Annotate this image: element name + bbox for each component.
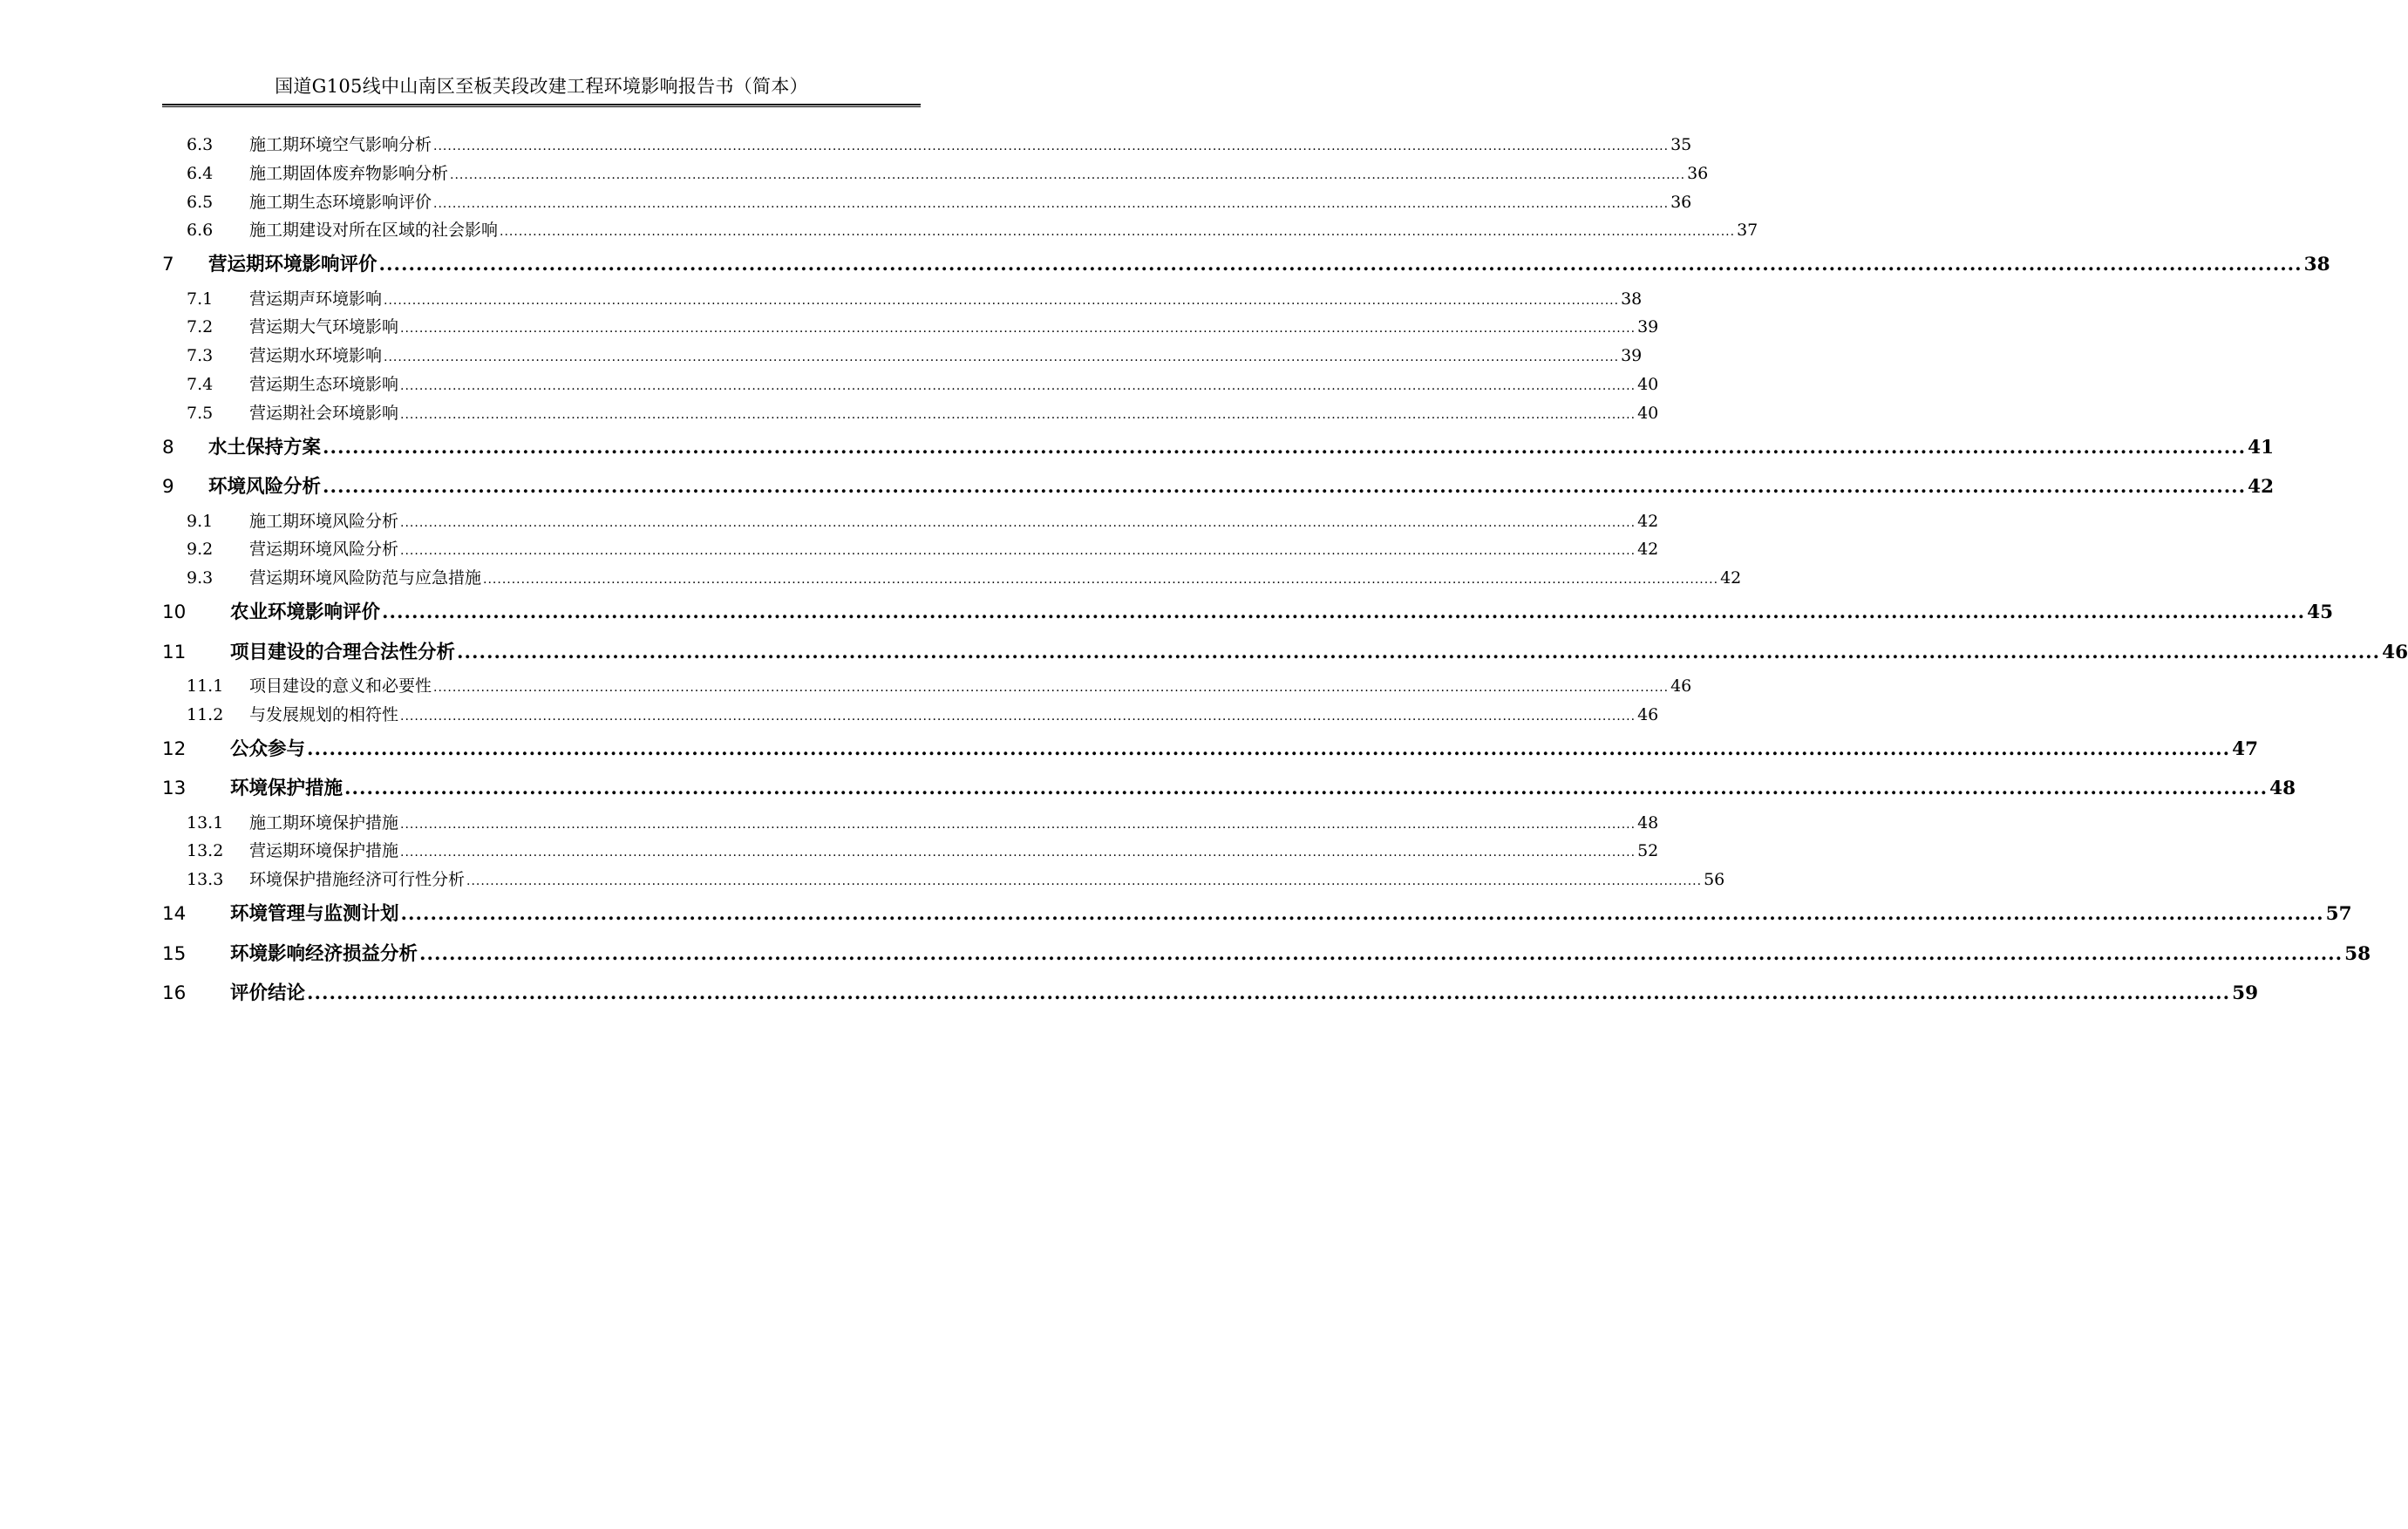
toc-title: 营运期环境影响评价 [208,254,378,276]
toc-page: 45 [2307,601,2334,624]
toc-entry-6-3[interactable] [162,131,1692,160]
toc-number: 13 [162,778,187,800]
toc-page: 46 [2382,641,2408,663]
toc-leader: .................................................................................................................................................................................................................................................................... [400,846,1636,860]
toc-entry-9-2[interactable] [162,535,1659,564]
toc-number: 7.3 [187,346,214,366]
toc-page: 39 [1637,317,1659,337]
toc-entry-11-2[interactable] [162,701,1659,730]
toc-page: 59 [2232,982,2259,1005]
toc-title: 项目建设的意义和必要性 [249,676,432,697]
toc-leader: .................................................................................................................................................................................................................................................................... [400,544,1636,559]
toc-leader: .................................................................................................................................................................................................................................................................... [400,709,1636,724]
toc-page: 57 [2325,903,2352,926]
toc-number: 6.3 [187,135,214,154]
toc-leader: .................................................................................................................................................................................................................................................................... [400,817,1636,832]
toc-entry-6-4[interactable] [162,160,1709,188]
toc-number: 9 [162,476,174,499]
header-rule [162,104,921,105]
toc-title: 营运期环境保护措施 [249,841,399,861]
toc-page: 42 [1637,511,1659,531]
header-rule-thin [162,106,921,107]
toc-page: 46 [1637,704,1659,724]
toc-number: 7.5 [187,403,214,423]
toc-title: 营运期环境风险防范与应急措施 [249,568,482,588]
toc-leader: .................................................................................................................................................................................................................................................................... [323,476,2247,499]
toc-leader: .................................................................................................................................................................................................................................................................... [433,196,1670,211]
toc-chapter-16[interactable] [162,974,2259,1014]
toc-number: 12 [162,737,187,760]
toc-page: 48 [2269,778,2296,800]
toc-page: 58 [2344,942,2371,965]
toc-number: 11 [162,641,187,663]
toc-page: 48 [1637,812,1659,832]
toc-leader: .................................................................................................................................................................................................................................................................... [457,641,2381,663]
toc-page: 38 [1621,289,1643,309]
toc-leader: .................................................................................................................................................................................................................................................................... [400,515,1636,530]
toc-title: 施工期环境风险分析 [249,511,399,531]
toc-number: 11.1 [187,676,224,697]
toc-number: 9.3 [187,568,214,588]
toc-title: 公众参与 [230,737,306,760]
toc-title: 水土保持方案 [208,436,322,459]
toc-page: 39 [1621,346,1643,366]
toc-page: 36 [1687,163,1709,183]
toc-chapter-9[interactable] [162,467,2275,507]
table-of-contents [162,131,2408,1014]
toc-leader: .................................................................................................................................................................................................................................................................... [400,903,2324,926]
toc-leader: .................................................................................................................................................................................................................................................................... [483,573,1719,588]
toc-page: 46 [1670,676,1692,697]
toc-title: 施工期建设对所在区域的社会影响 [249,221,499,241]
toc-leader: .................................................................................................................................................................................................................................................................... [419,942,2343,965]
toc-entry-7-5[interactable] [162,399,1659,428]
toc-title: 施工期环境空气影响分析 [249,135,432,154]
toc-number: 7.1 [187,289,214,309]
toc-entry-9-3[interactable] [162,564,1742,593]
toc-entry-13-2[interactable] [162,837,1659,866]
toc-leader: .................................................................................................................................................................................................................................................................... [323,436,2247,459]
toc-title: 农业环境影响评价 [230,601,381,624]
toc-number: 13.2 [187,841,224,861]
toc-leader: .................................................................................................................................................................................................................................................................... [400,407,1636,422]
toc-entry-11-1[interactable] [162,672,1692,701]
toc-entry-6-6[interactable] [162,216,1758,245]
toc-number: 7.4 [187,375,214,395]
toc-leader: .................................................................................................................................................................................................................................................................... [400,379,1636,394]
toc-leader: .................................................................................................................................................................................................................................................................... [382,601,2306,624]
toc-title: 营运期大气环境影响 [249,317,399,337]
toc-entry-7-2[interactable] [162,313,1659,342]
toc-leader: .................................................................................................................................................................................................................................................................... [400,322,1636,336]
toc-title: 营运期水环境影响 [249,346,383,366]
toc-entry-7-3[interactable] [162,342,1643,370]
toc-title: 施工期固体废弃物影响分析 [249,163,449,183]
toc-title: 营运期生态环境影响 [249,375,399,395]
toc-chapter-13[interactable] [162,769,2296,809]
toc-number: 6.4 [187,163,214,183]
toc-page: 38 [2303,254,2330,276]
toc-page: 56 [1704,870,1725,890]
toc-number: 13.1 [187,812,224,832]
toc-entry-6-5[interactable] [162,188,1692,217]
toc-leader: .................................................................................................................................................................................................................................................................... [307,982,2231,1005]
toc-leader: .................................................................................................................................................................................................................................................................... [466,874,1703,889]
toc-chapter-10[interactable] [162,593,2334,633]
toc-chapter-11[interactable] [162,633,2408,673]
toc-title: 环境保护措施 [230,778,344,800]
toc-title: 营运期环境风险分析 [249,540,399,560]
toc-number: 6.5 [187,192,214,212]
toc-leader: .................................................................................................................................................................................................................................................................... [384,350,1620,365]
toc-entry-9-1[interactable] [162,507,1659,536]
toc-leader: .................................................................................................................................................................................................................................................................... [378,254,2303,276]
toc-leader: .................................................................................................................................................................................................................................................................... [344,778,2269,800]
toc-title: 营运期社会环境影响 [249,403,399,423]
toc-entry-13-3[interactable] [162,866,1725,894]
toc-page: 42 [2248,476,2275,499]
toc-title: 环境风险分析 [208,476,322,499]
toc-leader: .................................................................................................................................................................................................................................................................... [450,167,1686,182]
toc-chapter-14[interactable] [162,894,2352,934]
toc-leader: .................................................................................................................................................................................................................................................................... [384,293,1620,308]
toc-entry-7-1[interactable] [162,285,1643,314]
toc-page: 35 [1670,135,1692,154]
toc-number: 6.6 [187,221,214,241]
toc-number: 8 [162,436,174,459]
toc-page: 40 [1637,403,1659,423]
toc-title: 环境影响经济损益分析 [230,942,418,965]
toc-page: 37 [1737,221,1758,241]
toc-leader: .................................................................................................................................................................................................................................................................... [307,737,2231,760]
toc-entry-13-1[interactable] [162,809,1659,838]
toc-number: 10 [162,601,187,624]
toc-chapter-7[interactable] [162,245,2330,285]
toc-title: 营运期声环境影响 [249,289,383,309]
toc-leader: .................................................................................................................................................................................................................................................................... [433,139,1670,153]
toc-page: 52 [1637,841,1659,861]
page-header-title: 国道G105线中山南区至板芙段改建工程环境影响报告书（简本） [275,76,808,97]
toc-number: 7.2 [187,317,214,337]
toc-title: 评价结论 [230,982,306,1005]
toc-title: 与发展规划的相符性 [249,704,399,724]
toc-title: 环境保护措施经济可行性分析 [249,870,466,890]
toc-number: 9.1 [187,511,214,531]
toc-page: 36 [1670,192,1692,212]
toc-chapter-8[interactable] [162,428,2275,468]
toc-page: 40 [1637,375,1659,395]
toc-title: 施工期环境保护措施 [249,812,399,832]
toc-title: 施工期生态环境影响评价 [249,192,432,212]
toc-chapter-15[interactable] [162,934,2371,975]
toc-leader: .................................................................................................................................................................................................................................................................... [433,681,1670,696]
toc-title: 项目建设的合理合法性分析 [230,641,456,663]
toc-number: 9.2 [187,540,214,560]
toc-chapter-12[interactable] [162,730,2259,770]
toc-number: 7 [162,254,174,276]
toc-page: 47 [2232,737,2259,760]
toc-number: 11.2 [187,704,224,724]
toc-title: 环境管理与监测计划 [230,903,399,926]
toc-number: 14 [162,903,187,926]
toc-page: 42 [1720,568,1742,588]
toc-entry-7-4[interactable] [162,370,1659,399]
toc-number: 13.3 [187,870,224,890]
toc-leader: .................................................................................................................................................................................................................................................................... [500,225,1736,240]
toc-number: 16 [162,982,187,1005]
toc-page: 41 [2248,436,2275,459]
toc-page: 42 [1637,540,1659,560]
toc-number: 15 [162,942,187,965]
